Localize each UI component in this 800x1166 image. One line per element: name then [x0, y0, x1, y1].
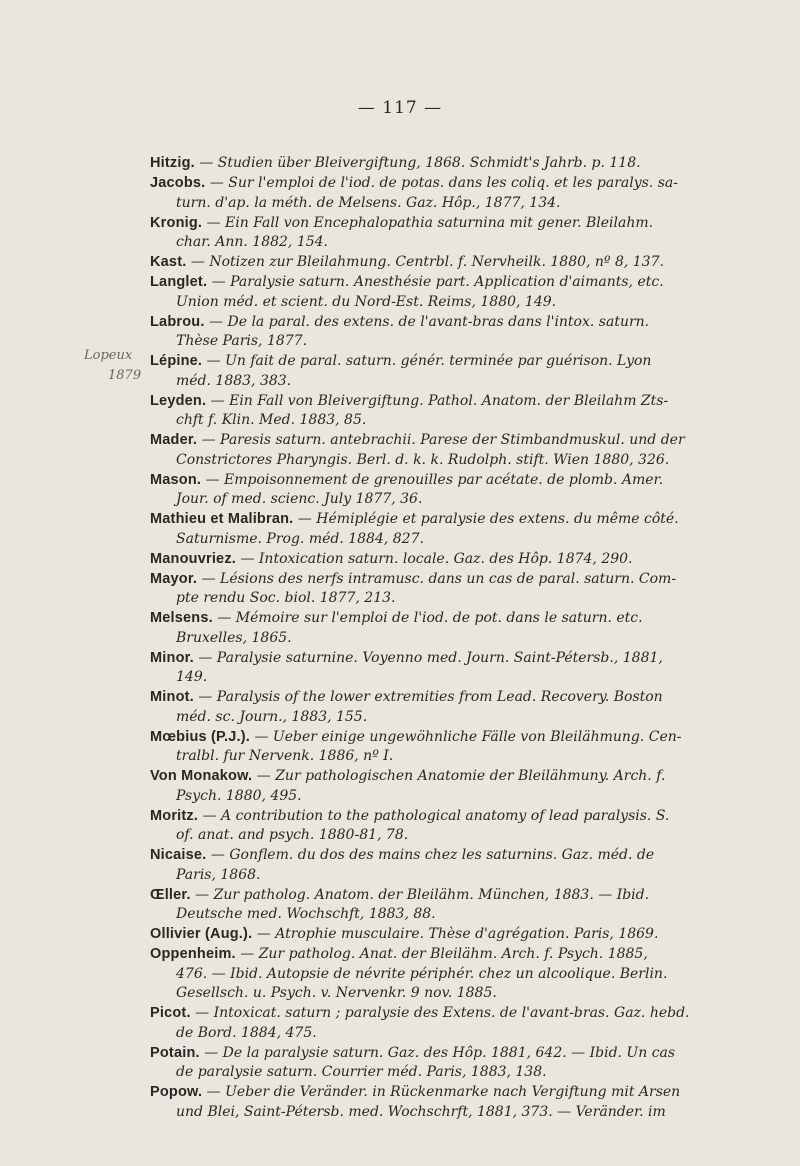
reference-text: — Zur patholog. Anat. der Bleilähm. Arch. f. Psych. 1885,	[240, 946, 648, 962]
reference-text: — Zur patholog. Anatom. der Bleilähm. München, 1883. — Ibid.	[195, 886, 650, 903]
reference-entry	[150, 1083, 680, 1122]
reference-author: Ollivier (Aug.).	[150, 926, 253, 942]
reference-text: Saturnisme. Prog. méd. 1884, 827.	[176, 530, 424, 547]
reference-text: pte rendu Soc. biol. 1877, 213.	[176, 590, 396, 606]
reference-author: Manouvriez.	[150, 550, 236, 567]
reference-line	[150, 372, 680, 392]
reference-text: de paralysie saturn. Courrier méd. Paris, 1883, 138.	[176, 1064, 547, 1080]
reference-text: Jour. of med. scienc. July 1877, 36.	[176, 491, 423, 507]
reference-line	[150, 767, 680, 787]
reference-text: und Blei, Saint-Pétersb. med. Wochschrft, 1881, 373. — Veränder. im	[176, 1103, 666, 1120]
reference-author: Mader.	[150, 432, 198, 448]
reference-text: — Intoxication saturn. locale. Gaz. des Hôp. 1874, 290.	[240, 550, 633, 567]
reference-line	[150, 451, 680, 471]
reference-text: Psych. 1880, 495.	[176, 787, 302, 804]
reference-text: Union méd. et scient. du Nord-Est. Reims, 1880, 149.	[176, 293, 557, 310]
reference-entry	[150, 688, 680, 727]
reference-line	[150, 629, 680, 649]
reference-text: 149.	[176, 669, 208, 685]
reference-author: Hitzig.	[150, 155, 195, 171]
reference-line	[150, 1103, 680, 1123]
reference-text: Paris, 1868.	[176, 866, 261, 883]
reference-line	[150, 154, 680, 174]
reference-author: Von Monakow.	[150, 768, 253, 784]
reference-author: Kast.	[150, 254, 187, 270]
reference-entry	[150, 352, 680, 391]
reference-text: — Un fait de paral. saturn. génér. terminée par guérison. Lyon	[206, 353, 652, 369]
reference-text: — Paralysie saturn. Anesthésie part. Application d'aimants, etc.	[211, 274, 664, 290]
reference-author: Langlet.	[150, 274, 208, 290]
reference-entry	[150, 649, 680, 688]
reference-entry	[150, 846, 680, 885]
reference-author: Mayor.	[150, 570, 198, 587]
reference-line	[150, 925, 680, 945]
reference-entry	[150, 945, 680, 1004]
reference-author: Lépine.	[150, 353, 203, 369]
reference-line	[150, 747, 680, 767]
reference-author: Melsens.	[150, 610, 213, 626]
margin-note: 1879	[108, 368, 142, 383]
reference-entry	[150, 570, 680, 609]
reference-text: — Paralysis of the lower extremities from Lead. Recovery. Boston	[198, 689, 663, 705]
reference-author: Labrou.	[150, 313, 205, 330]
reference-author: Minot.	[150, 689, 194, 705]
reference-text: de Bord. 1884, 475.	[176, 1024, 317, 1041]
reference-line	[150, 905, 680, 925]
reference-line	[150, 1004, 690, 1024]
margin-note: Lopeux	[84, 348, 133, 363]
reference-line	[150, 589, 680, 609]
reference-author: Nicaise.	[150, 847, 207, 863]
reference-line	[150, 708, 680, 728]
reference-entry	[150, 550, 680, 570]
reference-author: Minor.	[150, 649, 194, 666]
reference-author: Popow.	[150, 1084, 203, 1100]
reference-entry	[150, 392, 680, 431]
reference-text: turn. d'ap. la méth. de Melsens. Gaz. Hôp., 1877, 134.	[176, 194, 561, 211]
reference-text: — Studien über Bleivergiftung, 1868. Schmidt's Jahrb. p. 118.	[199, 155, 641, 171]
reference-entry	[150, 154, 680, 174]
reference-line	[150, 550, 680, 570]
reference-line	[150, 609, 680, 629]
reference-line	[150, 846, 680, 866]
reference-text: of. anat. and psych. 1880-81, 78.	[176, 827, 409, 843]
reference-line	[150, 233, 680, 253]
reference-entry	[150, 1044, 680, 1083]
reference-text: — Mémoire sur l'emploi de l'iod. de pot. dans le saturn. etc.	[217, 610, 643, 626]
reference-text: — Ueber die Veränder. in Rückenmarke nach Vergiftung mit Arsen	[206, 1084, 681, 1100]
reference-line	[150, 411, 680, 431]
reference-line	[150, 807, 680, 827]
reference-line	[150, 174, 680, 194]
reference-author: Picot.	[150, 1005, 191, 1021]
reference-line	[150, 1024, 680, 1044]
reference-line	[150, 253, 680, 273]
reference-text: — Zur pathologischen Anatomie der Bleilähmuny. Arch. f.	[256, 768, 666, 784]
reference-entry	[150, 609, 680, 648]
reference-text: — Intoxicat. saturn ; paralysie des Extens. de l'avant-bras. Gaz. hebd.	[195, 1005, 690, 1021]
reference-entry	[150, 767, 680, 806]
reference-line	[150, 490, 680, 510]
reference-line	[150, 866, 680, 886]
reference-entry	[150, 273, 680, 312]
reference-author: Oppenheim.	[150, 946, 236, 962]
reference-line	[150, 313, 680, 333]
reference-line	[150, 471, 680, 491]
reference-text: Bruxelles, 1865.	[176, 629, 292, 646]
reference-text: — Atrophie musculaire. Thèse d'agrégation. Paris, 1869.	[256, 926, 659, 942]
reference-text: Deutsche med. Wochschft, 1883, 88.	[176, 906, 436, 922]
reference-text: char. Ann. 1882, 154.	[176, 234, 329, 250]
reference-text: — Ueber einige ungewöhnliche Fälle von Bleilähmung. Cen-	[254, 728, 682, 745]
reference-text: — De la paralysie saturn. Gaz. des Hôp. 1881, 642. — Ibid. Un cas	[204, 1044, 676, 1061]
reference-text: — Ein Fall von Bleivergiftung. Pathol. Anatom. der Bleilahm Zts-	[210, 392, 669, 409]
reference-text: chft f. Klin. Med. 1883, 85.	[176, 412, 367, 428]
reference-line	[150, 392, 680, 412]
reference-entry	[150, 214, 680, 253]
reference-line	[150, 194, 680, 214]
reference-author: Mason.	[150, 471, 202, 488]
reference-text: — Sur l'emploi de l'iod. de potas. dans les coliq. et les paralys. sa-	[209, 175, 678, 191]
reference-entry	[150, 510, 680, 549]
reference-line	[150, 431, 685, 451]
reference-text: — Hémiplégie et paralysie des extens. du même côté.	[297, 511, 679, 527]
reference-text: Constrictores Pharyngis. Berl. d. k. k. Rudolph. stift. Wien 1880, 326.	[176, 451, 670, 468]
reference-entry	[150, 174, 680, 213]
reference-text: Gesellsch. u. Psych. v. Nervenkr. 9 nov. 1885.	[176, 985, 497, 1001]
reference-author: Œller.	[150, 886, 191, 903]
reference-line	[150, 530, 680, 550]
reference-line	[150, 332, 680, 352]
reference-text: méd. 1883, 383.	[176, 372, 292, 389]
reference-line	[150, 352, 680, 372]
reference-entry	[150, 886, 680, 925]
reference-author: Mathieu et Malibran.	[150, 511, 294, 527]
reference-entry	[150, 471, 680, 510]
reference-author: Leyden.	[150, 392, 207, 409]
reference-line	[150, 1063, 680, 1083]
reference-text: — A contribution to the pathological anatomy of lead paralysis. S.	[202, 807, 670, 824]
reference-author: Mœbius (P.J.).	[150, 728, 251, 745]
reference-text: — Paresis saturn. antebrachii. Parese der Stimbandmuskul. und der	[201, 432, 685, 448]
reference-entry	[150, 807, 680, 846]
reference-line	[150, 728, 680, 748]
reference-text: tralbl. fur Nervenk. 1886, nº I.	[176, 748, 394, 764]
reference-line	[150, 649, 680, 669]
reference-entry	[150, 313, 680, 352]
reference-line	[150, 945, 680, 965]
reference-entry	[150, 253, 680, 273]
reference-author: Potain.	[150, 1044, 200, 1061]
reference-author: Moritz.	[150, 807, 199, 824]
reference-entry	[150, 1004, 690, 1043]
reference-text: — Empoisonnement de grenouilles par acétate. de plomb. Amer.	[205, 471, 664, 488]
reference-line	[150, 570, 680, 590]
reference-text: — Paralysie saturnine. Voyenno med. Journ. Saint-Pétersb., 1881,	[198, 649, 663, 666]
reference-text: — Ein Fall von Encephalopathia saturnina mit gener. Bleilahm.	[206, 214, 654, 231]
reference-entry	[150, 925, 680, 945]
reference-list	[150, 154, 690, 1123]
reference-line	[150, 826, 680, 846]
reference-text: méd. sc. Journ., 1883, 155.	[176, 708, 368, 725]
reference-text: — Gonflem. du dos des mains chez les saturnins. Gaz. méd. de	[210, 847, 655, 863]
reference-line	[150, 1083, 680, 1103]
reference-line	[150, 214, 680, 234]
reference-line	[150, 273, 680, 293]
reference-text: — Lésions des nerfs intramusc. dans un cas de paral. saturn. Com-	[201, 570, 677, 587]
reference-line	[150, 1044, 680, 1064]
reference-line	[150, 965, 680, 985]
reference-text: — Notizen zur Bleilahmung. Centrbl. f. Nervheilk. 1880, nº 8, 137.	[190, 254, 664, 270]
page-number: — 117 —	[357, 98, 443, 118]
reference-line	[150, 787, 680, 807]
reference-text: 476. — Ibid. Autopsie de névrite périphér. chez un alcoolique. Berlin.	[176, 965, 668, 982]
reference-line	[150, 886, 680, 906]
reference-entry	[150, 728, 680, 767]
reference-line	[150, 293, 680, 313]
reference-text: — De la paral. des extens. de l'avant-bras dans l'intox. saturn.	[209, 313, 650, 330]
reference-line	[150, 668, 680, 688]
reference-line	[150, 510, 680, 530]
reference-author: Kronig.	[150, 214, 203, 231]
reference-text: Thèse Paris, 1877.	[176, 333, 308, 349]
reference-author: Jacobs.	[150, 175, 206, 191]
reference-entry	[150, 431, 685, 470]
reference-line	[150, 984, 680, 1004]
reference-line	[150, 688, 680, 708]
